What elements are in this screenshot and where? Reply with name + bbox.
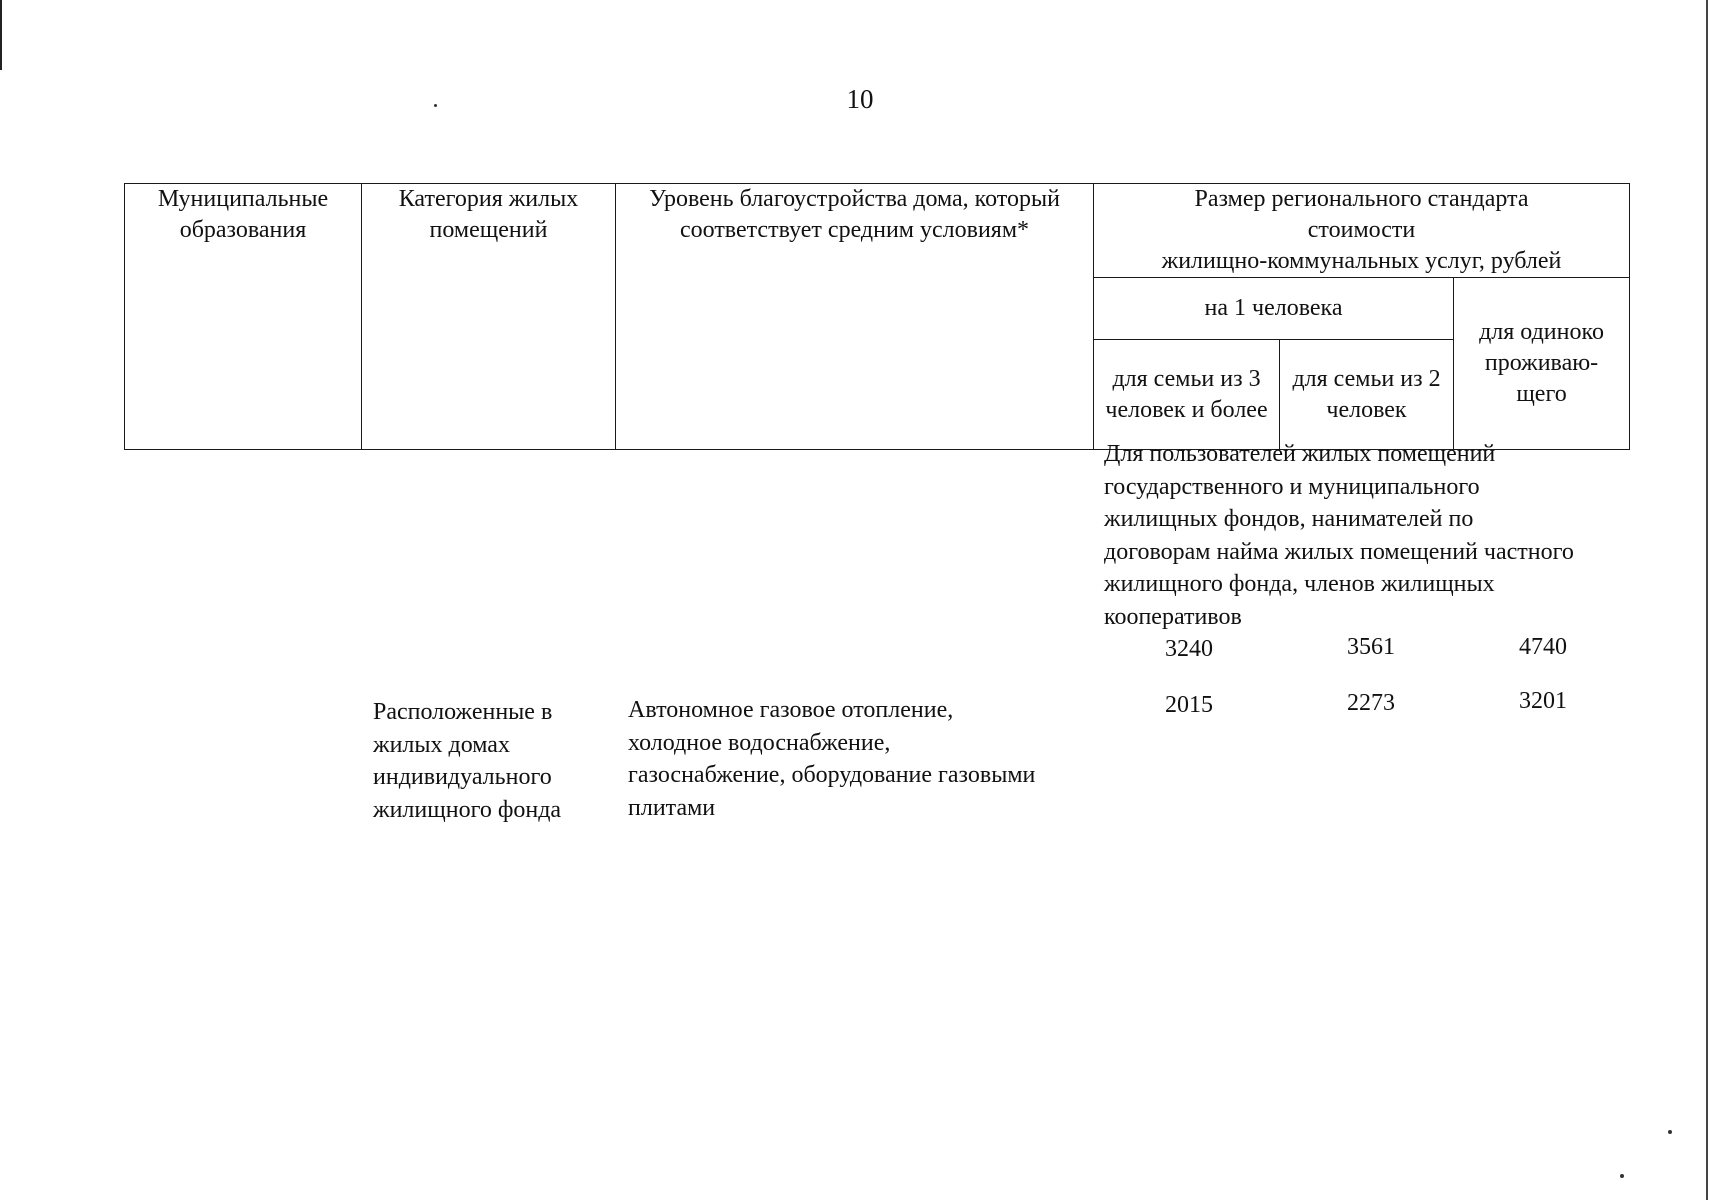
section-users-heading: Для пользователей жилых помещений государственного и муниципального жилищных фондов, нанимателей по договорам найма жилых помещений частного жилищного фонда, членов жилищных кооперативов <box>1104 441 1574 630</box>
scan-speck <box>1668 1130 1672 1134</box>
scan-speck <box>434 104 437 107</box>
header-category: Категория жилых помещений <box>362 184 616 450</box>
row-private-category: Расположенные в жилых домах индивидуального жилищного фонда <box>373 699 562 823</box>
row-private-amenity: Автономное газовое отопление, холодное водоснабжение, газоснабжение, оборудование газовыми плитами <box>628 697 1036 821</box>
header-standard-size-line2: стоимости <box>1307 217 1416 243</box>
private-value-family-2: 2273 <box>1347 690 1395 716</box>
header-family-2: для семьи из 2 человек <box>1280 340 1454 450</box>
users-value-single: 4740 <box>1519 634 1567 660</box>
private-value-family-3-plus: 2015 <box>1165 692 1213 718</box>
header-amenity-level: Уровень благоустройства дома, который соответствует средним условиям* <box>616 184 1094 450</box>
private-value-single: 3201 <box>1519 688 1567 714</box>
scan-right-edge <box>1706 0 1708 1200</box>
scan-left-edge <box>0 0 2 70</box>
users-value-family-3-plus: 3240 <box>1165 636 1213 662</box>
header-per-person: на 1 человека <box>1094 278 1454 340</box>
header-municipalities: Муниципальные образования <box>125 184 362 450</box>
table-header <box>124 183 1630 450</box>
header-standard-size-line3: жилищно-коммунальных услуг, рублей <box>1161 248 1562 274</box>
header-family-3-plus: для семьи из 3 человек и более <box>1094 340 1280 450</box>
header-single: для одиноко проживаю-щего <box>1454 278 1630 450</box>
header-standard-size <box>1094 184 1630 278</box>
header-standard-size-line1: Размер регионального стандарта <box>1194 186 1529 212</box>
page-number: 10 <box>846 84 874 114</box>
users-value-family-2: 3561 <box>1347 634 1395 660</box>
scan-speck <box>1620 1174 1624 1178</box>
